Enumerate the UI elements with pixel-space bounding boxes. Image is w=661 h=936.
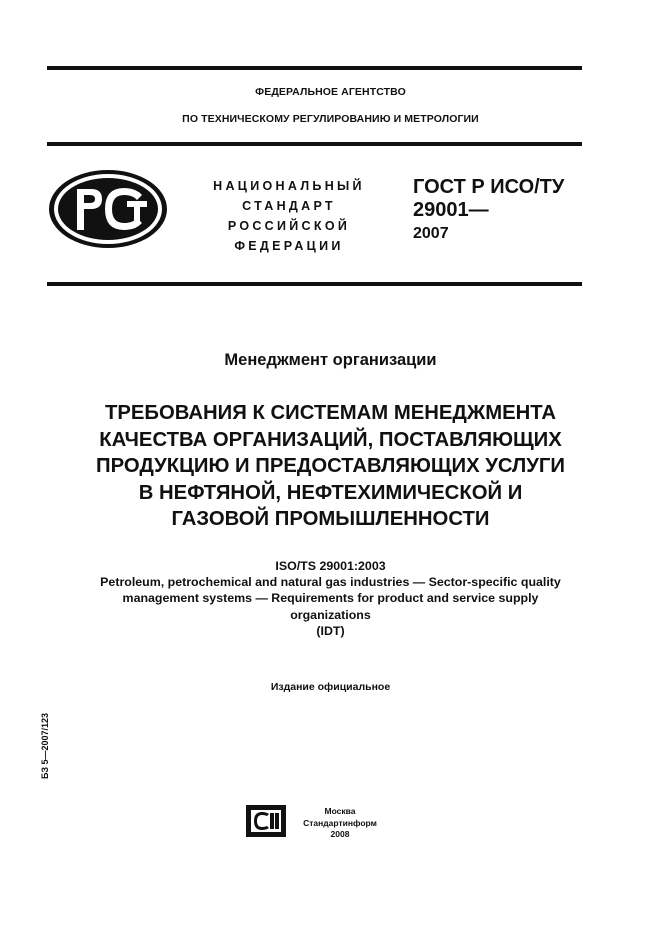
title-line: ТРЕБОВАНИЯ К СИСТЕМАМ МЕНЕДЖМЕНТА <box>104 402 557 424</box>
national-line: РОССИЙСКОЙ <box>227 219 351 233</box>
agency-name-line2: ПО ТЕХНИЧЕСКОМУ РЕГУЛИРОВАНИЮ И МЕТРОЛОГИИ <box>182 113 479 125</box>
top-rule <box>47 66 582 70</box>
edition-label: Издание официальное <box>270 681 391 693</box>
title-line: ПРОДУКЦИЮ И ПРЕДОСТАВЛЯЮЩИХ УСЛУГИ <box>96 455 565 477</box>
publisher-name: Стандартинформ <box>303 817 377 828</box>
document-subtitle: Менеджмент организации <box>224 351 437 369</box>
standard-block-rule <box>47 282 582 286</box>
english-title-line: Petroleum, petrochemical and natural gas industries — Sector-specific quality <box>100 575 561 590</box>
agency-name-line1: ФЕДЕРАЛЬНОЕ АГЕНТСТВО <box>255 86 406 98</box>
title-line: КАЧЕСТВА ОРГАНИЗАЦИЙ, ПОСТАВЛЯЮЩИХ <box>99 428 562 451</box>
national-standard-label <box>200 176 378 256</box>
international-standard-block <box>50 558 611 639</box>
publisher-year: 2008 <box>330 829 350 839</box>
national-line: НАЦИОНАЛЬНЫЙ <box>213 179 365 193</box>
national-line: ФЕДЕРАЦИИ <box>234 239 344 253</box>
side-catalog-code: БЗ 5—2007/123 <box>40 712 50 779</box>
title-line: В НЕФТЯНОЙ, НЕФТЕХИМИЧЕСКОЙ И <box>138 481 523 504</box>
publisher-city: Москва <box>324 806 356 816</box>
document-title <box>40 400 621 533</box>
gost-number: ГОСТ Р ИСО/ТУ 29001— <box>413 176 565 221</box>
equivalence-mark: (IDT) <box>316 623 345 638</box>
title-line: ГАЗОВОЙ ПРОМЫШЛЕННОСТИ <box>171 508 490 530</box>
english-title-line: organizations <box>290 607 371 622</box>
gost-year: 2007 <box>413 225 449 242</box>
iso-code: ISO/TS 29001:2003 <box>275 559 386 573</box>
publisher-block <box>295 806 385 841</box>
national-line: СТАНДАРТ <box>242 199 336 213</box>
english-title-line: management systems — Requirements for product and service supply <box>122 591 539 606</box>
rst-logo-icon <box>47 168 169 250</box>
header-rule <box>47 142 582 146</box>
publisher-logo-icon <box>246 805 286 837</box>
